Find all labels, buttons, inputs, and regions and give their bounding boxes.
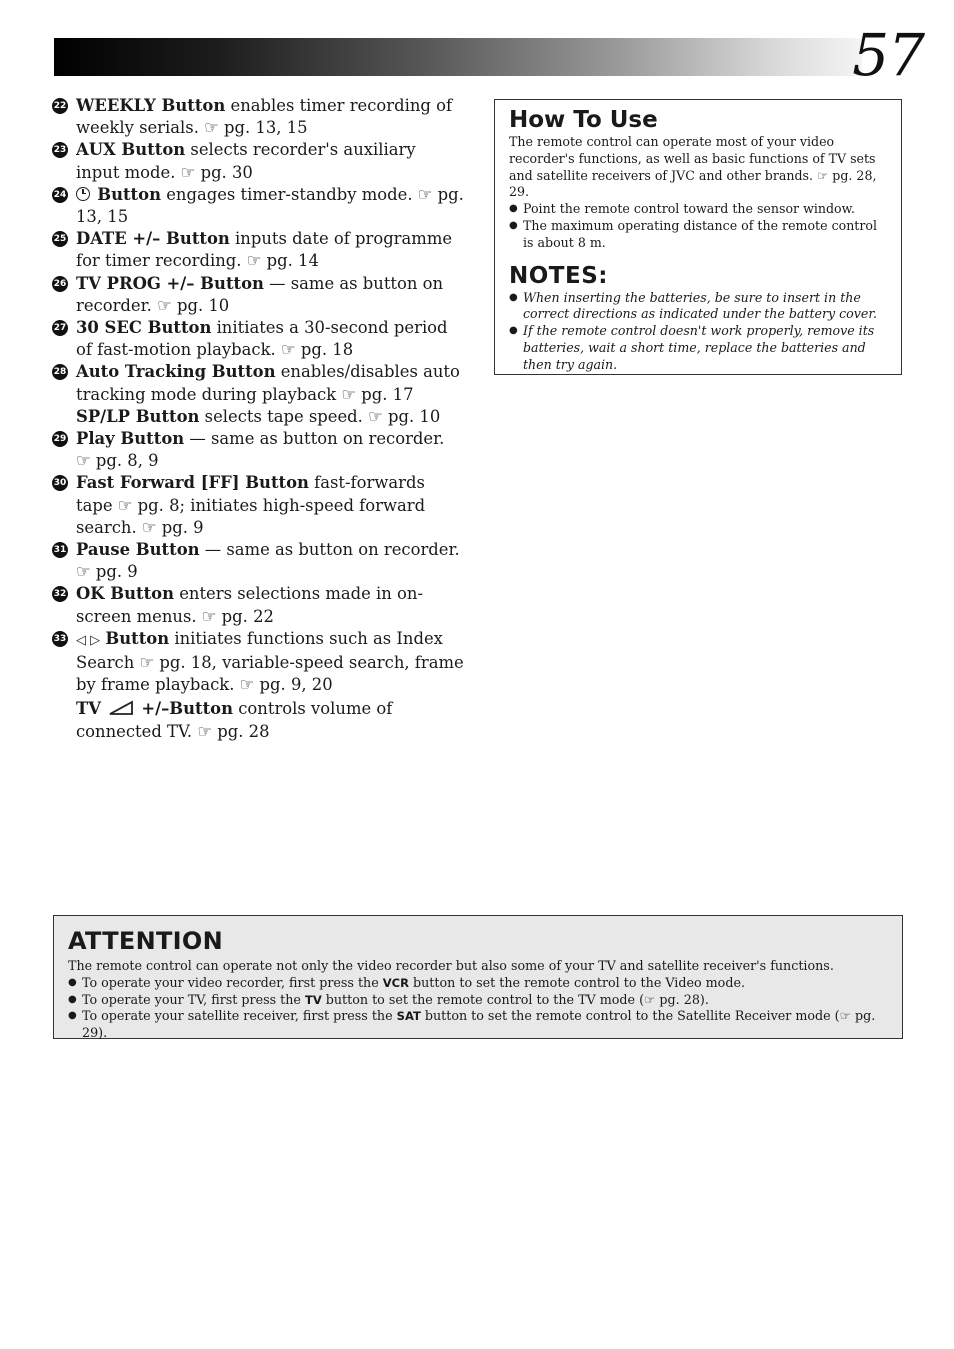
item-text: enables/disables auto tracking mode during playback ☞ pg. 17 (76, 362, 460, 404)
item-text: selects recorder's auxiliary input mode. ☞ pg. 30 (76, 140, 416, 182)
item-title: Pause Button (76, 540, 200, 560)
item-title: WEEKLY Button (76, 96, 226, 115)
item-title-suffix: +/–Button (141, 699, 234, 719)
page-number: 57 (852, 21, 924, 89)
item-number-badge: 22 (52, 98, 68, 114)
tv-key-label: TV (304, 992, 322, 1007)
item-number-badge: 29 (52, 431, 68, 447)
item-number-badge: 26 (52, 276, 68, 292)
list-item (52, 95, 464, 139)
list-item (52, 139, 464, 183)
item-number-badge: 27 (52, 320, 68, 336)
item-number-badge: 23 (52, 142, 68, 158)
item-title: Button (97, 184, 161, 204)
bullet-text: button to set the remote control to the Satellite Receiver mode (☞ pg. 29). (82, 1008, 876, 1041)
list-item (52, 361, 464, 428)
list-item (52, 628, 464, 697)
list-item (52, 273, 464, 317)
item-number-badge: 24 (52, 187, 68, 203)
how-to-use-bullet: ● The maximum operating distance of the remote control is about 8 m. (509, 218, 887, 252)
item-title: Button (105, 628, 170, 648)
list-item (52, 539, 464, 583)
vcr-key-label: VCR (382, 975, 409, 990)
item-title: Play Button (76, 429, 185, 449)
how-to-use-box (494, 99, 902, 375)
item-number-badge: 32 (52, 586, 68, 602)
header-gradient-bar (54, 38, 862, 76)
how-to-use-title: How To Use (509, 107, 658, 133)
sat-key-label: SAT (396, 1009, 421, 1024)
attention-bullet (68, 975, 888, 992)
attention-bullet (68, 1008, 888, 1042)
item-number-badge: 31 (52, 542, 68, 558)
item-text: inputs date of programme for timer recording. ☞ pg. 14 (76, 229, 453, 271)
list-item (52, 184, 464, 228)
note-bullet: ● When inserting the batteries, be sure to insert in the correct directions as indicated under the battery cover. (509, 290, 887, 324)
attention-bullet (68, 992, 888, 1009)
item-text: — same as button on recorder. ☞ pg. 8, 9 (76, 429, 445, 471)
button-descriptions (52, 95, 464, 743)
list-item (52, 317, 464, 361)
item-number-badge: 33 (52, 631, 68, 647)
item-text-secondary: selects tape speed. ☞ pg. 10 (199, 406, 441, 426)
item-title: AUX Button (76, 140, 186, 160)
item-text: initiates a 30-second period of fast-motion playback. ☞ pg. 18 (76, 318, 448, 360)
item-text: — same as button on recorder. ☞ pg. 10 (76, 273, 444, 315)
bullet-text: To operate your TV, first press the (82, 991, 305, 1007)
item-title: TV (76, 699, 101, 719)
item-text: controls volume of connected TV. ☞ pg. 28 (76, 699, 393, 741)
item-title: DATE +/– Button (76, 229, 230, 249)
item-number-badge: 30 (52, 475, 68, 491)
item-number-badge: 28 (52, 364, 68, 380)
item-title: TV PROG +/– Button (76, 273, 264, 293)
attention-title: ATTENTION (68, 927, 223, 955)
bullet-text: To operate your satellite receiver, first press the (82, 1008, 397, 1024)
attention-box (53, 915, 903, 1039)
item-text: initiates functions such as Index Search ☞ pg. 18, variable-speed search, frame by frame playback. ☞ pg. 9, 20 (76, 628, 464, 695)
item-title: OK Button (76, 584, 174, 604)
left-right-arrows-icon: ◁ ▷ (76, 632, 101, 648)
notes-title: NOTES: (509, 262, 608, 289)
item-number-badge: 25 (52, 231, 68, 247)
list-item (52, 583, 464, 627)
how-to-use-intro: The remote control can operate most of your video recorder's functions, as well as basic functions of TV sets and satellite receivers of JVC and other brands. ☞ pg. 28, 29. (509, 134, 877, 200)
bullet-text: To operate your video recorder, first press the (82, 974, 383, 990)
list-item (52, 228, 464, 272)
item-text: engages timer-standby mode. ☞ pg. 13, 15 (76, 184, 464, 227)
list-item (52, 472, 464, 539)
item-text: enables timer recording of weekly serials. ☞ pg. 13, 15 (76, 96, 453, 138)
bullet-text: button to set the remote control to the TV mode (☞ pg. 28). (321, 991, 709, 1007)
clock-icon (76, 187, 90, 201)
item-title: Auto Tracking Button (76, 362, 276, 382)
item-text: — same as button on recorder. ☞ pg. 9 (76, 540, 460, 582)
item-title: 30 SEC Button (76, 318, 212, 338)
item-text: fast-forwards tape ☞ pg. 8; initiates high-speed forward search. ☞ pg. 9 (76, 473, 426, 537)
attention-intro: The remote control can operate not only the video recorder but also some of your TV and satellite receiver's functions. (68, 958, 834, 973)
item-title: Fast Forward [FF] Button (76, 473, 309, 493)
list-item-tv-volume (52, 698, 464, 742)
volume-icon (108, 700, 134, 716)
bullet-text: button to set the remote control to the Video mode. (408, 974, 745, 990)
item-text: enters selections made in on-screen menus. ☞ pg. 22 (76, 584, 424, 626)
note-bullet: ● If the remote control doesn't work properly, remove its batteries, wait a short time, replace the batteries and then try again. (509, 323, 887, 373)
how-to-use-bullet: ● Point the remote control toward the sensor window. (509, 201, 887, 218)
item-title-secondary: SP/LP Button (76, 406, 200, 426)
list-item (52, 428, 464, 472)
